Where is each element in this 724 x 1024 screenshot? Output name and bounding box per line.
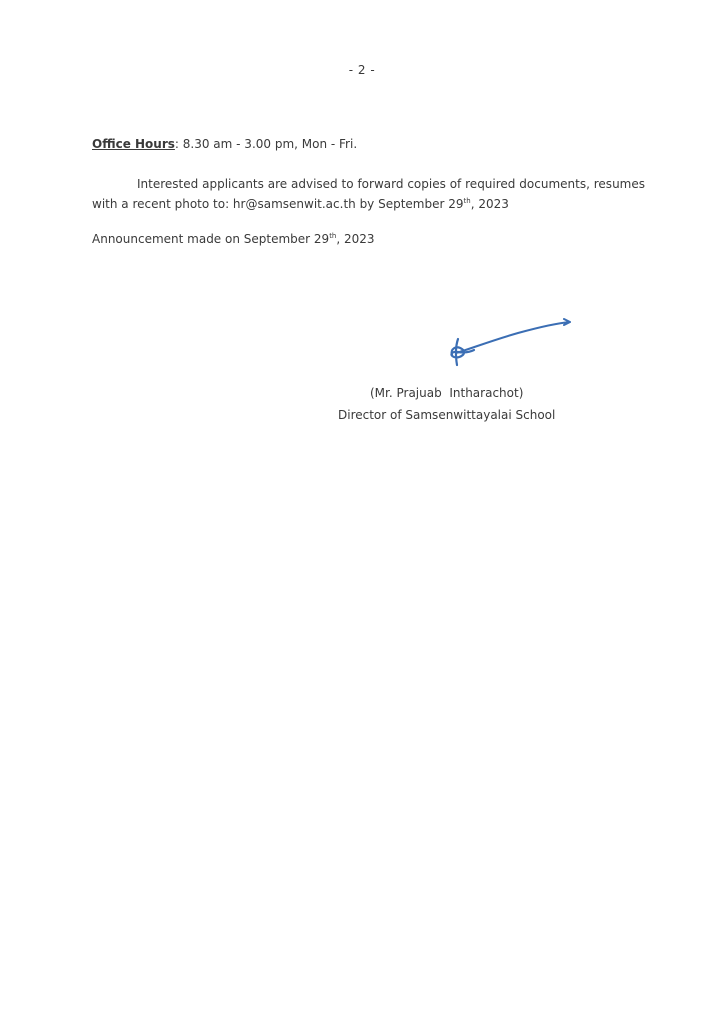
- application-notice-line-2: [92, 194, 645, 214]
- signer-title: Director of Samsenwittayalai School: [338, 408, 556, 422]
- announcement-text: Announcement made on September 29: [92, 232, 330, 246]
- signature-letter-stroke: [451, 339, 474, 365]
- deadline-ordinal-suffix: th: [463, 197, 471, 205]
- office-hours-colon: :: [174, 137, 179, 151]
- application-notice: [92, 174, 645, 214]
- announcement-year: , 2023: [336, 232, 375, 246]
- signer-name: (Mr. Prajuab Intharachot): [370, 386, 524, 400]
- announcement-date-line: [92, 232, 375, 246]
- announcement-ordinal-suffix: th: [329, 232, 337, 240]
- deadline-year: , 2023: [470, 197, 509, 211]
- application-notice-line-1: Interested applicants are advised to forward copies of required documents, resumes: [137, 177, 645, 191]
- signature-main-stroke: [456, 319, 570, 353]
- handwritten-signature: [440, 315, 580, 370]
- office-hours-value: 8.30 am - 3.00 pm, Mon - Fri.: [178, 137, 358, 151]
- office-hours-line: [92, 137, 357, 151]
- office-hours-label: Office Hours: [92, 137, 175, 151]
- application-notice-line-2-text: with a recent photo to: hr@samsenwit.ac.th by September 29: [92, 197, 464, 211]
- page-number: - 2 -: [348, 63, 376, 77]
